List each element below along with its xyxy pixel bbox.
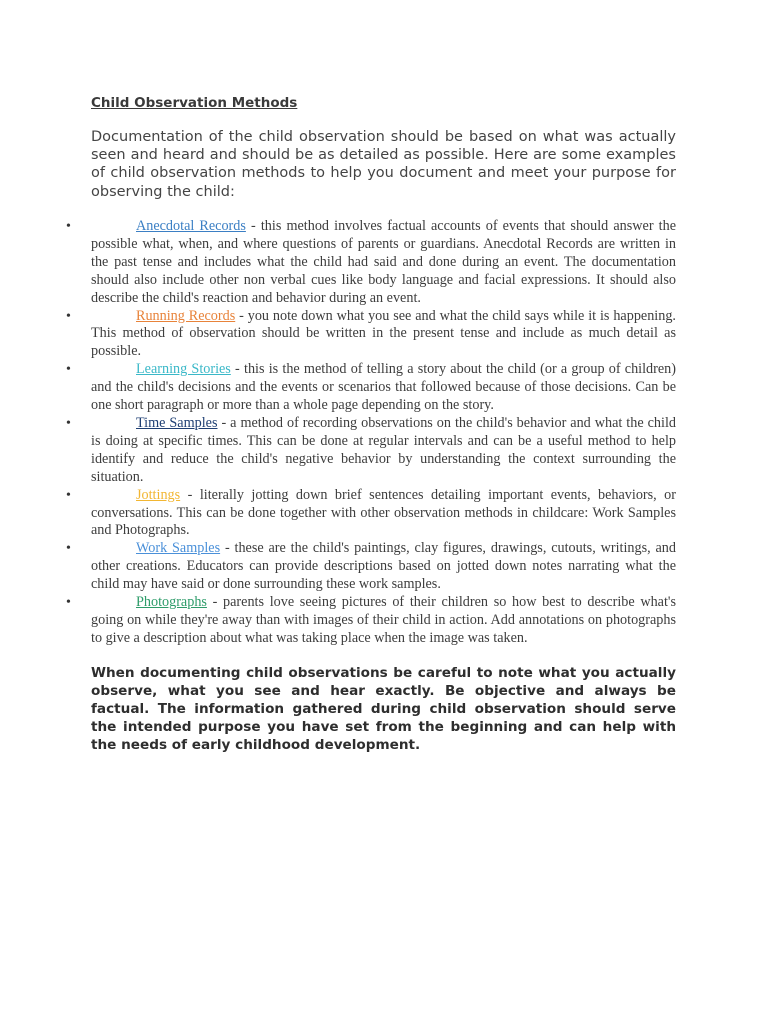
method-description: - this is the method of telling a story about the child (or a group of children) and the child's decisions and the events or scenarios that followed because of those decisions. Can be one short paragraph or more than a whole page depending on the story. (91, 361, 676, 414)
bullet-icon: • (66, 362, 71, 378)
list-item (66, 486, 676, 541)
bullet-icon: • (66, 541, 71, 557)
method-link-anecdotal-records[interactable]: Anecdotal Records (136, 218, 246, 234)
list-item (66, 307, 676, 362)
methods-list (66, 218, 676, 648)
document-title: Child Observation Methods (91, 95, 298, 111)
method-link-jottings[interactable]: Jottings (136, 486, 181, 503)
method-description: - you note down what you see and what the child says while it is happening. This method of observation should be written in the present tense and include as much detail as possible. (91, 307, 676, 360)
conclusion-paragraph: When documenting child observations be careful to note what you actually observe, what you see and hear exactly. Be objective and always be factual. The information gathered during child observation should serve the intended purpose you have set from the beginning and can help with the needs of early childhood development. (91, 665, 676, 754)
method-link-time-samples[interactable]: Time Samples (136, 414, 218, 431)
method-link-photographs[interactable]: Photographs (136, 594, 207, 611)
method-description: - this method involves factual accounts of events that should answer the possible what, when, and where questions of parents or guardians. Anecdotal Records are written in the past tense and includes what the child had said and done during an event. The documentation should also include other non verbal cues like body language and facial expressions. It should also describe the child's reaction and behavior during an event. (91, 218, 676, 306)
method-description: - literally jotting down brief sentences detailing important events, behaviors, or conversations. This can be done together with other observation methods in childcare: Work Samples and Photographs. (91, 486, 676, 539)
bullet-icon: • (66, 487, 71, 503)
bullet-icon: • (66, 219, 71, 234)
bullet-icon: • (66, 308, 71, 324)
list-item (66, 218, 676, 308)
bullet-icon: • (66, 595, 71, 611)
list-item (66, 414, 676, 487)
method-link-running-records[interactable]: Running Records (136, 307, 236, 324)
method-link-learning-stories[interactable]: Learning Stories (136, 361, 231, 378)
list-item (66, 594, 676, 648)
method-description: - these are the child's paintings, clay figures, drawings, cutouts, writings, and other creations. Educators can provide descriptions based on jotted down notes narrating what the child may have said or done surrounding these work samples. (91, 540, 676, 593)
method-description: - a method of recording observations on the child's behavior and what the child is doing at specific times. This can be done at regular intervals and can be a useful method to help identify and reduce the child's negative behavior by understanding the context surrounding the situation. (91, 414, 676, 485)
bullet-icon: • (66, 415, 71, 431)
method-description: - parents love seeing pictures of their children so how best to describe what's going on while they're away than with images of their child in action. Add annotations on photographs to give a description about what was taking place when the image was taken. (91, 594, 676, 646)
method-link-work-samples[interactable]: Work Samples (136, 540, 221, 557)
intro-paragraph: Documentation of the child observation should be based on what was actually seen and heard and should be as detailed as possible. Here are some examples of child observation methods to help you document and meet your purpose for observing the child: (91, 129, 676, 200)
list-item (66, 540, 676, 594)
list-item (66, 361, 676, 415)
